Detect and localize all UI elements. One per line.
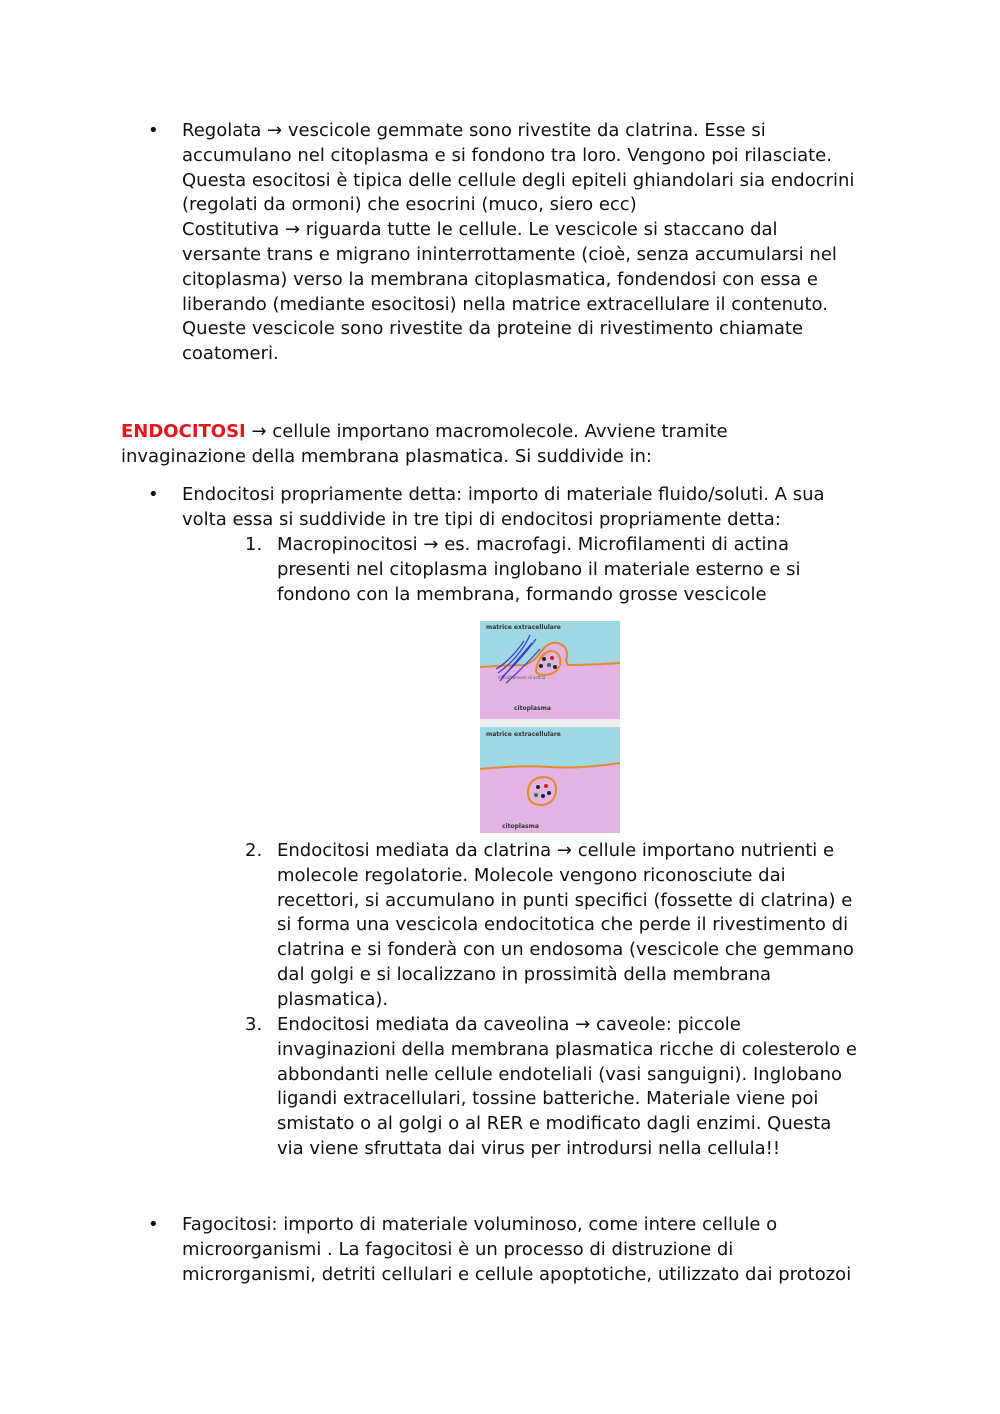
text-line: via viene sfruttata dai virus per introdursi nella cellula!! xyxy=(277,1137,781,1159)
text-line: microorganismi . La fagocitosi è un processo di distruzione di xyxy=(182,1238,734,1260)
text-line: ligandi extracellulari, tossine batteriche. Materiale viene poi xyxy=(277,1088,819,1110)
top-particle xyxy=(550,656,554,660)
text-line: citoplasma) verso la membrana citoplasmatica, fondendosi con essa e xyxy=(182,268,818,290)
text-line: plasmatica). xyxy=(277,988,389,1010)
endocitosi-line1: → cellule importano macromolecole. Avviene tramite xyxy=(245,421,728,442)
text-line: Endocitosi propriamente detta: importo di materiale fluido/soluti. A sua xyxy=(182,484,825,505)
text-line: smistato o al golgi o al RER e modificato dagli enzimi. Questa xyxy=(277,1113,832,1135)
text-line: fondono con la membrana, formando grosse vescicole xyxy=(277,583,767,605)
bottom-particle xyxy=(541,794,545,798)
bullet-marker: • xyxy=(148,120,159,141)
bullet-marker: • xyxy=(148,484,159,505)
item-number: 3. xyxy=(245,1014,263,1035)
text-line: recettori, si accumulano in punti specifici (fossette di clatrina) e xyxy=(277,889,853,911)
text-line: Regolata → vescicole gemmate sono rivestite da clatrina. Esse si xyxy=(182,120,766,141)
endocitosi-paragraph xyxy=(121,420,881,470)
text-line: invaginazioni della membrana plasmatica ricche di colesterolo e xyxy=(277,1038,857,1060)
bullet-marker: • xyxy=(148,1214,159,1235)
item-text xyxy=(277,533,885,607)
bullet-text xyxy=(182,1213,908,1287)
item-text xyxy=(277,1013,885,1162)
bottom-label-outside: matrice extracellulare xyxy=(486,731,561,738)
bullet-regolata xyxy=(148,119,888,367)
text-line: microrganismi, detriti cellulari e cellule apoptotiche, utilizzato dai protozoi xyxy=(182,1263,852,1285)
bottom-particle xyxy=(536,785,540,789)
bullet-fagocitosi xyxy=(148,1213,908,1287)
panel-divider xyxy=(480,719,620,727)
bottom-particle xyxy=(544,784,548,788)
bullet-text xyxy=(182,119,888,367)
item-number: 2. xyxy=(245,840,263,861)
top-label-outside: matrice extracellulare xyxy=(486,624,561,631)
text-line: Costitutiva → riguarda tutte le cellule. Le vescicole si staccano dal xyxy=(182,219,778,241)
text-line: Fagocitosi: importo di materiale voluminoso, come intere cellule o xyxy=(182,1214,778,1235)
endocitosi-heading: ENDOCITOSI xyxy=(121,421,246,442)
numbered-item-1 xyxy=(245,533,885,607)
item-text xyxy=(277,839,885,1013)
top-label-inside: citoplasma xyxy=(514,705,551,712)
text-line: liberando (mediante esocitosi) nella matrice extracellulare il contenuto. xyxy=(182,293,828,315)
text-line: Macropinocitosi → es. macrofagi. Microfilamenti di actina xyxy=(277,534,789,555)
text-line: Endocitosi mediata da clatrina → cellule importano nutrienti e xyxy=(277,840,835,861)
item-number: 1. xyxy=(245,534,263,555)
text-line: clatrina e si fonderà con un endosoma (vescicole che gemmano xyxy=(277,939,854,961)
text-line: Questa esocitosi è tipica delle cellule degli epiteli ghiandolari sia endocrini xyxy=(182,169,855,191)
top-particle xyxy=(542,657,546,661)
numbered-item-3 xyxy=(245,1013,885,1162)
top-particle xyxy=(539,664,543,668)
top-label-filaments: microfilamenti di actina xyxy=(498,675,546,680)
text-line: volta essa si suddivide in tre tipi di endocitosi propriamente detta: xyxy=(182,508,781,530)
text-line: abbondanti nelle cellule endoteliali (vasi sanguigni). Inglobano xyxy=(277,1063,843,1085)
text-line: versante trans e migrano ininterrottamente (cioè, senza accumularsi nel xyxy=(182,243,837,265)
text-line: si forma una vescicola endocitotica che perde il rivestimento di xyxy=(277,914,849,936)
text-line: invaginazione della membrana plasmatica. Si suddivide in: xyxy=(121,445,652,467)
bottom-vesicle xyxy=(528,777,556,805)
macropinocytosis-figure xyxy=(480,621,620,833)
figure-svg xyxy=(480,621,620,833)
text-line xyxy=(121,420,881,445)
text-line: molecole regolatorie. Molecole vengono riconosciute dai xyxy=(277,864,786,886)
text-line: (regolati da ormoni) che esocrini (muco, siero ecc) xyxy=(182,194,637,216)
top-particle xyxy=(553,665,557,669)
text-line: dal golgi e si localizzano in prossimità della membrana xyxy=(277,963,772,985)
text-line: Queste vescicole sono rivestite da proteine di rivestimento chiamate xyxy=(182,318,804,340)
text-line: Endocitosi mediata da caveolina → caveole: piccole xyxy=(277,1014,741,1035)
text-line: accumulano nel citoplasma e si fondono tra loro. Vengono poi rilasciate. xyxy=(182,144,832,166)
top-particle xyxy=(547,663,551,667)
text-line: presenti nel citoplasma inglobano il materiale esterno e si xyxy=(277,558,801,580)
bullet-endocitosi-propria xyxy=(148,483,888,533)
text-line: coatomeri. xyxy=(182,343,279,365)
bottom-particle xyxy=(534,793,538,797)
numbered-item-2 xyxy=(245,839,885,1013)
bottom-label-inside: citoplasma xyxy=(502,823,539,830)
bullet-text xyxy=(182,483,888,533)
bottom-particle xyxy=(547,791,551,795)
